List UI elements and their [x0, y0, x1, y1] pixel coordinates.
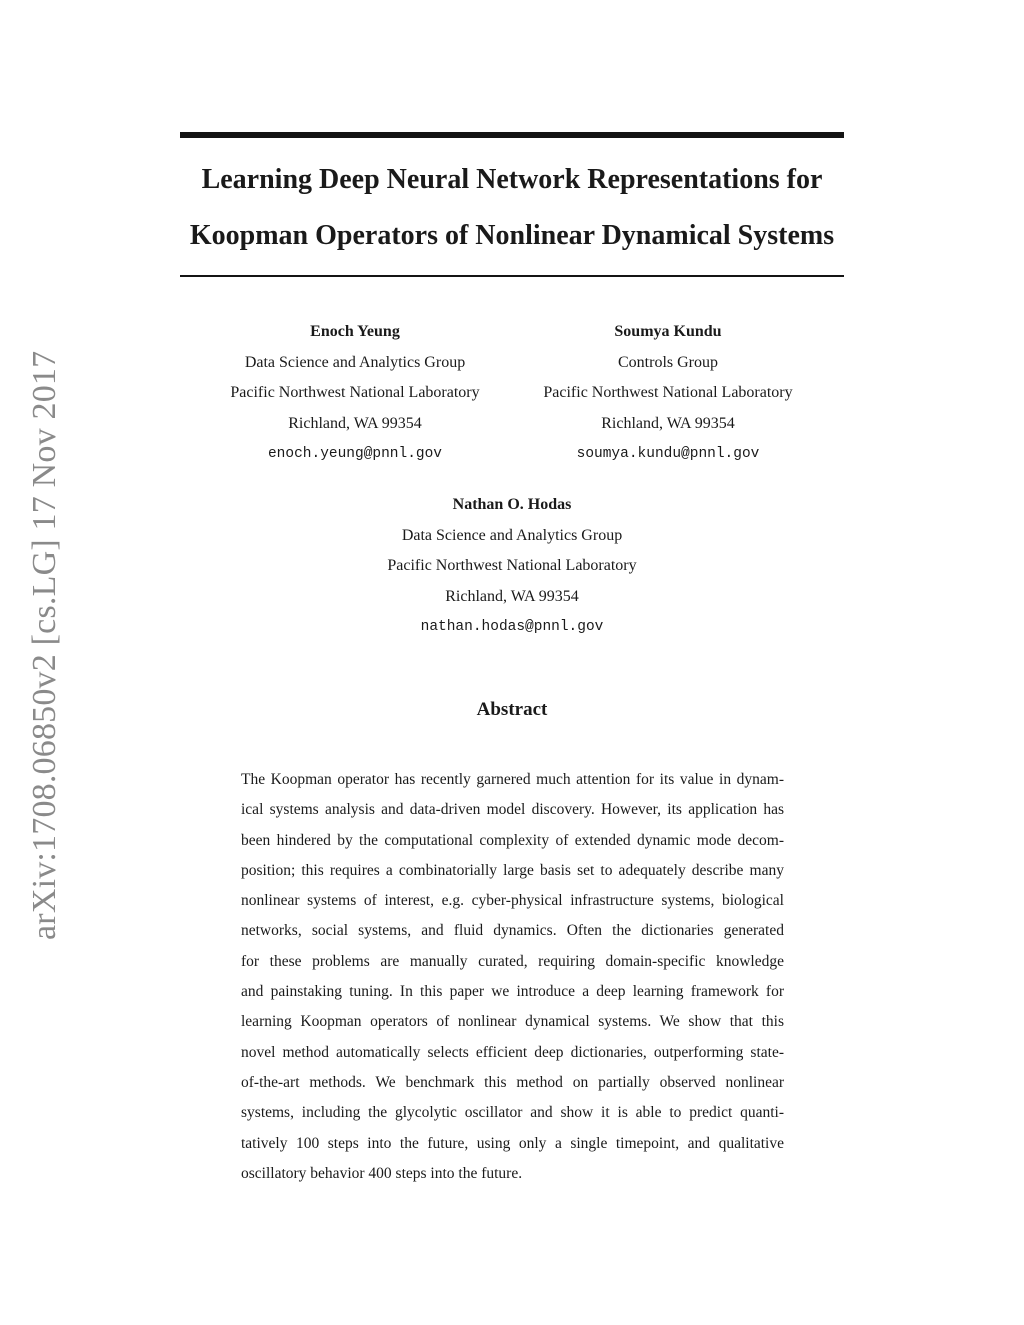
- abstract-heading: Abstract: [476, 699, 548, 720]
- abstract-line: ical systems analysis and data-driven model discovery. However, its application has: [241, 801, 784, 819]
- title-top-rule: [180, 132, 844, 138]
- abstract-body: [241, 765, 784, 1189]
- title-bottom-rule: [180, 275, 844, 277]
- author-block-1: [195, 317, 515, 470]
- abstract-line: tatively 100 steps into the future, using only a single timepoint, and qualitative: [241, 1134, 784, 1152]
- abstract-line: learning Koopman operators of nonlinear dynamical systems. We show that this: [241, 1013, 784, 1031]
- author-institution: Pacific Northwest National Laboratory: [230, 384, 480, 401]
- author-group: Data Science and Analytics Group: [401, 526, 623, 544]
- author-location: Richland, WA 99354: [445, 587, 579, 605]
- author-name: Nathan O. Hodas: [452, 496, 572, 513]
- abstract-line: for these problems are manually curated, requiring domain-specific knowledge: [241, 952, 784, 970]
- abstract-line: oscillatory behavior 400 steps into the future.: [241, 1164, 523, 1182]
- author-institution: Pacific Northwest National Laboratory: [543, 384, 793, 401]
- abstract-line: The Koopman operator has recently garnered much attention for its value in dynam-: [241, 771, 784, 788]
- abstract-line: been hindered by the computational complexity of extended dynamic mode decom-: [241, 831, 784, 849]
- paper-title-line-1: Learning Deep Neural Network Representations for: [201, 164, 823, 195]
- abstract-line: and painstaking tuning. In this paper we introduce a deep learning framework for: [241, 983, 784, 1001]
- author-block-3: [352, 490, 672, 643]
- paper-title-line-2: Koopman Operators of Nonlinear Dynamical Systems: [189, 220, 835, 251]
- author-location: Richland, WA 99354: [288, 414, 422, 432]
- abstract-line: of-the-art methods. We benchmark this method on partially observed nonlinear: [241, 1073, 784, 1091]
- author-email[interactable]: soumya.kundu@pnnl.gov: [576, 446, 760, 462]
- author-location: Richland, WA 99354: [601, 414, 735, 432]
- author-name: Enoch Yeung: [310, 323, 400, 340]
- abstract-line: systems, including the glycolytic oscillator and show it is able to predict quanti-: [241, 1104, 784, 1122]
- abstract-line: position; this requires a combinatorially large basis set to adequately describe many: [241, 861, 784, 879]
- arxiv-identifier-stamp: arXiv:1708.06850v2 [cs.LG] 17 Nov 2017: [26, 350, 63, 940]
- author-institution: Pacific Northwest National Laboratory: [387, 557, 637, 574]
- author-group: Data Science and Analytics Group: [244, 353, 466, 371]
- author-email[interactable]: enoch.yeung@pnnl.gov: [267, 446, 443, 462]
- abstract-line: nonlinear systems of interest, e.g. cyber-physical infrastructure systems, biological: [241, 892, 784, 910]
- author-block-2: [508, 317, 828, 470]
- author-group: Controls Group: [618, 353, 718, 371]
- abstract-line: novel method automatically selects efficient deep dictionaries, outperforming state-: [241, 1043, 784, 1061]
- author-name: Soumya Kundu: [614, 323, 722, 340]
- abstract-line: networks, social systems, and fluid dynamics. Often the dictionaries generated: [241, 922, 784, 940]
- author-email[interactable]: nathan.hodas@pnnl.gov: [420, 619, 604, 635]
